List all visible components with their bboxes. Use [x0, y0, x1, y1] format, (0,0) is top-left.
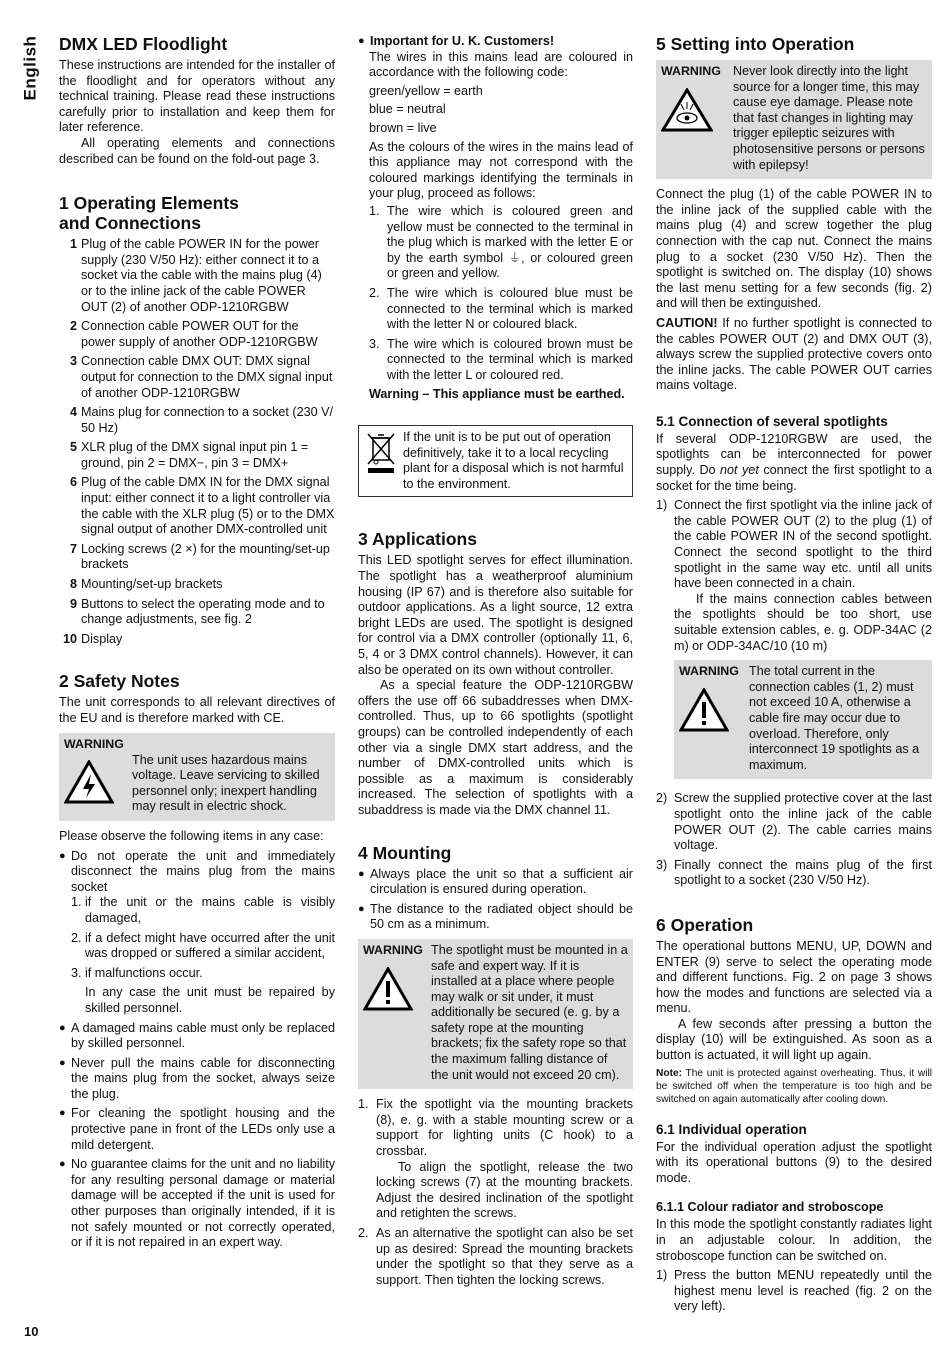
disposal-text: If the unit is to be put out of operation definitively, take it to a local recycling plant for a disposal which is not harmful to the environment.: [403, 430, 624, 491]
mounting-steps: [358, 1097, 633, 1288]
list-item: 3 Connection cable DMX OUT: DMX signal output for connection to the DMX signal input of another ODP-1210RGBW: [69, 354, 333, 400]
applications-p1: This LED spotlight serves for effect illumination. The spotlight has a weatherproof aluminium housing (IP 67) and is therefore also suitable for outdoor applications. As a light source, 12 extra bright LEDs are used. The spotlight is designed for control via a DMX controller (optionally 11, 6, 5, 4 or 3 DMX control channels). However, it can also be operated on its own without controller.: [358, 553, 633, 677]
warning-box: [674, 660, 932, 779]
warning-label: WARNING: [661, 64, 721, 78]
warning-text: The unit uses hazardous mains voltage. Leave servicing to skilled personnel only; inexpert handling may result in electric shock.: [132, 752, 320, 814]
list-item: 1. The wire which is coloured green and yellow must be connected to the terminal in the plug which is marked with the letter E or by the earth symbol ⏚, or coloured green or green and yellow.: [369, 203, 633, 281]
warning-box: [358, 939, 633, 1089]
mounting-bullets: [358, 867, 633, 933]
color-code: brown = live: [369, 120, 437, 135]
list-item: 1. Fix the spotlight via the mounting brackets (8), e. g. with a stable mounting screw or a support for lighting units (C hook) to a crossbar. To align the spotlight, release the two locking screws (7) at the mounting brackets. Adjust the desired inclination of the spotlight and retighten the screws.: [358, 1097, 633, 1221]
individual-operation-text: For the individual operation adjust the spotlight with its operational buttons (9) to the desired mode.: [656, 1139, 932, 1185]
list-item: 3. The wire which is coloured brown must be connected to the terminal which is marked with the letter L or coloured red.: [369, 336, 633, 382]
applications-p2: As a special feature the ODP-1210RGBW offers the use off 66 subaddresses when DMX-controlled. Thus, up to 66 spotlights (spotlight groups) can be controlled independently of each other via a single DMX start address, and the number of DMX-controlled units which is possible as a maximum is considerably increased. The selection of spotlights with a subaddress is made via the DMX channel 11.: [358, 678, 633, 817]
language-label: English: [20, 35, 40, 101]
uk-paragraph: As the colours of the wires in the mains lead of this appliance may not correspond with the coloured markings identifying the terminals in your plug, proceed as follows:: [369, 139, 633, 201]
section-6-1-title: 6.1 Individual operation: [656, 1121, 807, 1137]
safety-intro: The unit corresponds to all relevant directives of the EU and is therefore marked with CE.: [59, 695, 335, 725]
warning-box: [59, 733, 335, 821]
list-item: 6 Plug of the cable DMX IN for the DMX signal input: either connect it to a light controller via the cable with the XLR plug (5) or to the DMX signal output of another DMX-controlled unit: [69, 475, 335, 537]
list-item: 2) Screw the supplied protective cover at the last spotlight onto the inline jack of the cable POWER OUT (2). The cable carries mains voltage.: [656, 791, 932, 853]
warning-label: WARNING: [679, 664, 739, 679]
list-item: ● The distance to the radiated object should be 50 cm as a minimum.: [358, 901, 633, 932]
section-5-1-title: 5.1 Connection of several spotlights: [656, 413, 888, 429]
section-6-1-1-title: 6.1.1 Colour radiator and stroboscope: [656, 1200, 884, 1215]
several-spotlights-intro: If several ODP-1210RGBW are used, the spotlights can be interconnected for power supply. Do not yet connect the first spotlight to a socket for the time being.: [656, 431, 933, 493]
list-item: 1) Connect the first spotlight via the inline jack of the cable POWER OUT (2) to the plug (1) of the cable POWER IN of the second spotlight. Connect the second spotlight to the third spotlight in the same way etc. until all units have been connected in a chain. If the mains connection cables between the spotlights should be too short, use suitable extension cables, e. g. ODP-34AC (2 m) or ODP-34AC/10 (10 m) WARNING The total current in the connection cables (1, 2) must not exceed 10 A, otherwise a cable fire may occur due to overload. Therefore, only interconnect 19 spotlights as a maximum.: [656, 498, 932, 787]
list-item: 2 Connection cable POWER OUT for the power supply of another ODP-1210RGBW: [69, 319, 318, 349]
list-item: ● Never pull the mains cable for disconnecting the mains plug from the socket, always seize the plug.: [59, 1055, 335, 1101]
column-3: [656, 34, 932, 1319]
document-title: DMX LED Floodlight: [59, 34, 228, 54]
setup-paragraph: Connect the plug (1) of the cable POWER IN to the inline jack of the supplied cable with the mains plug (4) and screw together the plug connection with the cap nut. Connect the mains plug to a socket (230 V/50 Hz). Then the spotlight is switched on. The display (10) shows the last menu setting for a few seconds (fig. 2) and will then be extinguished.: [656, 187, 932, 311]
warning-text: Never look directly into the light source for a longer time, this may cause eye damage. Please note that fast changes in lighting may trigger epileptic seizures with photosensitive persons or persons with epilepsy!: [733, 64, 925, 172]
list-item: 9 Buttons to select the operating mode and to change adjustments, see fig. 2: [69, 596, 325, 627]
warning-text: The spotlight must be mounted in a safe and expert way. If it is installed at a place where people may walk or sit under, it must additionally be secured (e. g. by a safety rope at the mounting brackets; fix the safety rope so that the maximum falling distance of the unit would not exceed 20 cm).: [431, 942, 628, 1082]
section-3-title: 3 Applications: [358, 529, 477, 550]
color-code: blue = neutral: [369, 102, 446, 117]
section-6-title: 6 Operation: [656, 914, 754, 935]
note-label: Note:: [656, 1067, 683, 1079]
list-item: 2. As an alternative the spotlight can also be set up as desired: Spread the mounting brackets under the spotlight so that they serve as a support. Then tighten the locking screws.: [358, 1226, 633, 1287]
crossed-bin-icon: [365, 430, 397, 474]
section-4-title: 4 Mounting: [358, 842, 452, 863]
list-item: 4 Mains plug for connection to a socket (230 V/ 50 Hz): [69, 405, 334, 435]
list-item: ● Always place the unit so that a sufficient air circulation is ensured during operation.: [358, 866, 633, 897]
disposal-box: [358, 425, 633, 497]
colour-radiator-text: In this mode the spotlight constantly radiates light in an adjustable colour. In addition, the stroboscope function can be switched on.: [656, 1217, 932, 1263]
uk-steps: [358, 204, 633, 384]
section-2-title: 2 Safety Notes: [59, 671, 180, 692]
electric-hazard-icon: [64, 760, 114, 804]
list-item: 2. The wire which is coloured blue must be connected to the terminal which is marked with the letter N or coloured black.: [369, 285, 633, 332]
language-sidebar: [18, 34, 44, 104]
warning-label: WARNING: [64, 736, 124, 751]
earthed-warning: Warning – This appliance must be earthed.: [369, 387, 625, 402]
exclamation-warning-icon: [679, 688, 729, 732]
caution-label: CAUTION!: [656, 315, 718, 330]
colour-steps: [656, 1268, 932, 1315]
list-item: ● For cleaning the spotlight housing and the protective pane in front of the LEDs only use a mild detergent.: [59, 1106, 335, 1152]
list-item: 7 Locking screws (2 ×) for the mounting/set-up brackets: [69, 541, 330, 572]
list-item: 3) Finally connect the mains plug of the first spotlight to a socket (230 V/50 Hz).: [656, 857, 932, 888]
warning-text: The total current in the connection cables (1, 2) must not exceed 10 A, otherwise a cable fire may occur due to overload. Therefore, only interconnect 19 spotlights as a maximum.: [749, 664, 920, 772]
list-item: 10 Display: [62, 631, 123, 646]
eye-hazard-icon: [661, 88, 713, 132]
list-item: ● A damaged mains cable must only be replaced by skilled personnel.: [59, 1020, 335, 1051]
warning-label: WARNING: [363, 942, 423, 957]
list-item: ● Do not operate the unit and immediately disconnect the mains plug from the mains socket 1. if the unit or the mains cable is visibly damaged, 2. if a defect might have occurred after the unit was dropped or suffered a similar accident, 3. if malfunctions occur. In any case the unit must be repaired by skilled personnel.: [59, 848, 335, 1015]
warning-box: [656, 60, 932, 179]
page-number: 10: [24, 1324, 39, 1339]
operation-p2: A few seconds after pressing a button the display (10) will be extinguished. As soon as a button is actuated, it will light up again.: [656, 1016, 932, 1063]
safety-bullets: [59, 849, 335, 1251]
uk-title: Important for U. K. Customers!: [370, 34, 555, 48]
column-1: [59, 34, 335, 1255]
list-item: ● No guarantee claims for the unit and no liability for any resulting personal damage or material damage will be accepted if the unit is used for other purposes than originally intended, if it is not safely mounted or not correctly operated, or if it is not repaired in an expert way.: [59, 1157, 335, 1250]
intro-paragraph-2: All operating elements and connections described can be found on the fold-out page 3.: [59, 135, 335, 166]
connection-steps: [656, 498, 932, 889]
list-item: 1 Plug of the cable POWER IN for the power supply (230 V/50 Hz): either connect it to a socket via the cable with the mains plug (4) or to the inline jack of the cable POWER OUT (2) of another ODP-1210RGBW: [69, 237, 322, 314]
color-code: green/yellow = earth: [369, 83, 483, 98]
section-1-title: 1 Operating Elements and Connections: [59, 193, 239, 234]
exclamation-warning-icon: [363, 967, 413, 1011]
observe-text: Please observe the following items in any case:: [59, 828, 324, 843]
section-5-title: 5 Setting into Operation: [656, 34, 855, 54]
list-item: 1) Press the button MENU repeatedly until the highest menu level is reached (fig. 2 on the very left).: [656, 1268, 932, 1314]
operation-p1: The operational buttons MENU, UP, DOWN and ENTER (9) serve to select the operating mode and different functions. Fig. 2 on page 3 shows how the modes and functions are selected via a menu.: [656, 938, 932, 1016]
column-2: ● Important for U. K. Customers! The wires in this mains lead are coloured in accordance with the following code: green/yellow = earth blue = neutral brown = live As the colours of the wires in the mains lead of this appliance may not correspond with the coloured markings identifying the terminals in your plug, proceed as follows: 1. The wire which is coloured green and yellow must be connected to the terminal in the plug which is marked with the letter E or by the earth symbol ⏚, or coloured green or green and yellow. 2. The wire which is coloured blue must be connected to the terminal which is marked with the letter N or coloured black. 3. The wire which is coloured brown must be connected to the terminal which is marked with the letter L or coloured red. Warning – This appliance must be earthed. If the unit is to be put out of operation definitively, take it to a local recycling plant for a disposal which is not harmful to the environment. 3 Applications This LED spotlight serves for effect illumination. The spotlight has a weatherproof aluminium housing (IP 67) and is therefore also suitable for outdoor applications. As a light source, 12 extra bright LEDs are used. The spotlight is designed for control via a DMX controller (optionally 11, 6, 5, 4 or 3 DMX control channels). However, it can also be operated on its own without controller. As a special feature the ODP-1210RGBW offers the use off 66 subaddresses when DMX-controlled. Thus, up to 66 spotlights (spotlight groups) can be controlled independently of each other via a single DMX start address, and the number of DMX-controlled units which is possible as a maximum is considerably increased. The selection of spotlights with a subaddress is made via the DMX channel 11. 4 Mounting ● Always place the unit so that a sufficient air circulation is ensured during operation. ● The distance to the radiated object should be 50 cm as a minimum. WARNING The spotlight must be mounted in a safe and expert way. If it is installed at a place where people may walk or sit under, it must additionally be secured (e. g. by a safety rope at the mounting brackets; fix the safety rope so that the maximum falling distance of the unit would not exceed 20 cm). 1. Fix the spotlight via the mounting brackets (8), e. g. with a stable mounting screw or a support for lighting units (C hook) to a crossbar. To align the spotlight, release the two locking screws (7) at the mounting brackets. Adjust the desired inclination of the spotlight and retighten the screws. 2. As an alternative the spotlight can also be set up as desired: Spread the mounting brackets under the spotlight so that they serve as a support. Then tighten the locking screws.: [358, 34, 633, 1287]
caution-paragraph: CAUTION! If no further spotlight is connected to the cables POWER OUT (2) and DMX OUT (3), always screw the supplied protective covers onto the inline jacks. The cable POWER OUT carries mains voltage.: [656, 315, 932, 393]
list-item: 8 Mounting/set-up brackets: [69, 577, 223, 592]
note-paragraph: Note: The unit is protected against overheating. Thus, it will be switched off when the temperature is too high and be switched on again automatically after cooling down.: [656, 1067, 932, 1105]
intro-paragraph: These instructions are intended for the installer of the floodlight and for operators without any technical training. Please read these instructions carefully prior to installation and keep them for later reference.: [59, 58, 335, 135]
uk-intro: The wires in this mains lead are coloured in accordance with the following code:: [369, 49, 633, 80]
operating-elements-list: [59, 237, 335, 647]
list-item: 5 XLR plug of the DMX signal input pin 1 = ground, pin 2 = DMX−, pin 3 = DMX+: [69, 440, 309, 470]
